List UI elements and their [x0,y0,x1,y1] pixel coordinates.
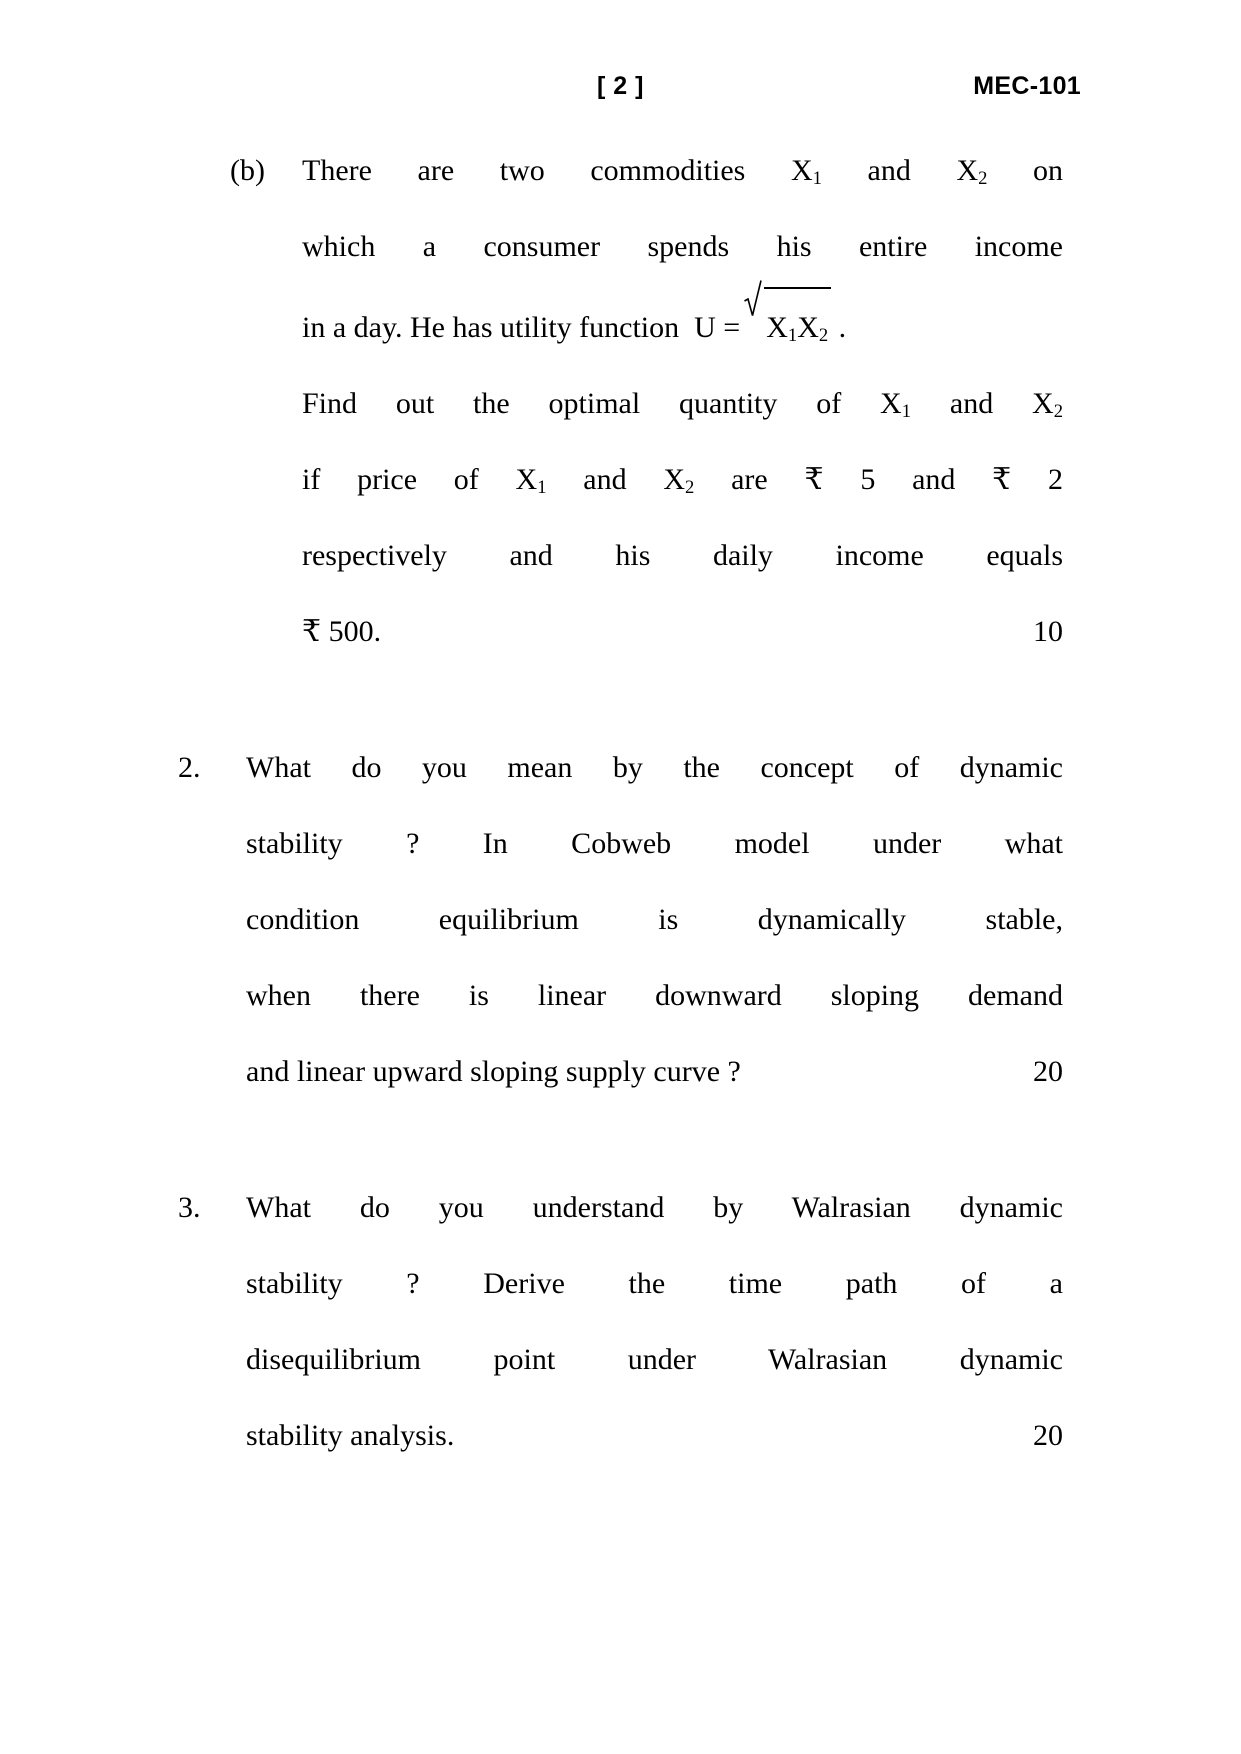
utility-function-formula [679,285,846,366]
q1b-l7-text: ₹ 500. [302,615,382,648]
radicand [764,287,831,366]
spacer-after-q1b [178,670,1063,730]
question-3-label: 3. [178,1191,201,1224]
q1b-l1-sub-1: 1 [812,168,822,190]
page-number-label: [ 2 ] [597,72,644,100]
question-1b-line-2: which a consumer spends his entire income [302,230,1063,263]
q2-l5-text: and linear upward sloping supply curve ? [246,1055,741,1088]
radicand-x1: X [766,311,788,344]
q1b-l1-part-a: There are two commodities X [302,154,813,187]
q1b-l4-part-b: and X [911,387,1054,420]
question-1b [230,133,1063,670]
radicand-x2: X [797,311,819,344]
q1b-l4-part-a: Find out the optimal quantity of X [302,387,902,420]
question-1b-line-4 [302,366,1063,442]
question-1b-line-7 [302,594,1063,670]
question-3-line-4 [246,1398,1063,1474]
question-list [178,133,1063,1474]
question-3-line-1: What do you understand by Walrasian dynamic [246,1191,1063,1224]
q1b-l5-sub-1: 1 [537,477,547,499]
radicand-x1-sub: 1 [787,325,798,347]
q1b-l1-part-c: on [987,154,1064,187]
question-3-text [246,1170,1063,1474]
q1b-l5-part-a: if price of X [302,463,538,496]
page-header [160,72,1081,112]
q3-l4-text: stability analysis. [246,1419,455,1452]
radicand-x2-sub: 2 [818,325,829,347]
q1b-l5-part-c: are ₹ 5 and ₹ 2 [694,463,1063,496]
q1b-l4-sub-1: 1 [901,401,912,423]
question-1b-line-3 [302,285,1063,366]
q1b-l3-lead: in a day. He has utility function [302,311,680,344]
question-2-label: 2. [178,751,201,784]
question-2-marks: 20 [1033,1055,1063,1088]
question-3-line-3: disequilibrium point under Walrasian dynamic [246,1343,1063,1376]
question-2 [178,730,1063,1110]
question-3 [178,1170,1063,1474]
utility-equals: U = [694,311,741,344]
question-1b-label: (b) [230,154,265,187]
formula-period: . [838,311,847,344]
q1b-l5-sub-2: 2 [685,477,695,499]
question-1b-line-6: respectively and his daily income equals [302,539,1063,572]
question-2-line-5 [246,1034,1063,1110]
q1b-l4-sub-2: 2 [1053,401,1064,423]
question-3-line-2: stability ? Derive the time path of a [246,1267,1063,1300]
question-2-line-1: What do you mean by the concept of dynamic [246,751,1063,784]
spacer-after-q2 [178,1110,1063,1170]
question-3-marks: 20 [1033,1419,1063,1452]
question-2-line-3: condition equilibrium is dynamically stable, [246,903,1063,936]
question-2-text [246,730,1063,1110]
radical-sign-glyph [744,279,762,317]
question-1b-text [302,133,1063,670]
square-root-icon [744,285,831,366]
q1b-l1-part-b: and X [821,154,979,187]
question-1b-line-1 [302,133,1063,209]
q1b-l5-part-b: and X [546,463,686,496]
question-1b-line-5 [302,442,1063,518]
q1b-l1-sub-2: 2 [978,168,988,190]
question-2-line-4: when there is linear downward sloping demand [246,979,1063,1012]
paper-code: MEC-101 [973,72,1081,100]
question-1b-marks: 10 [1033,615,1063,648]
question-2-line-2: stability ? In Cobweb model under what [246,827,1063,860]
